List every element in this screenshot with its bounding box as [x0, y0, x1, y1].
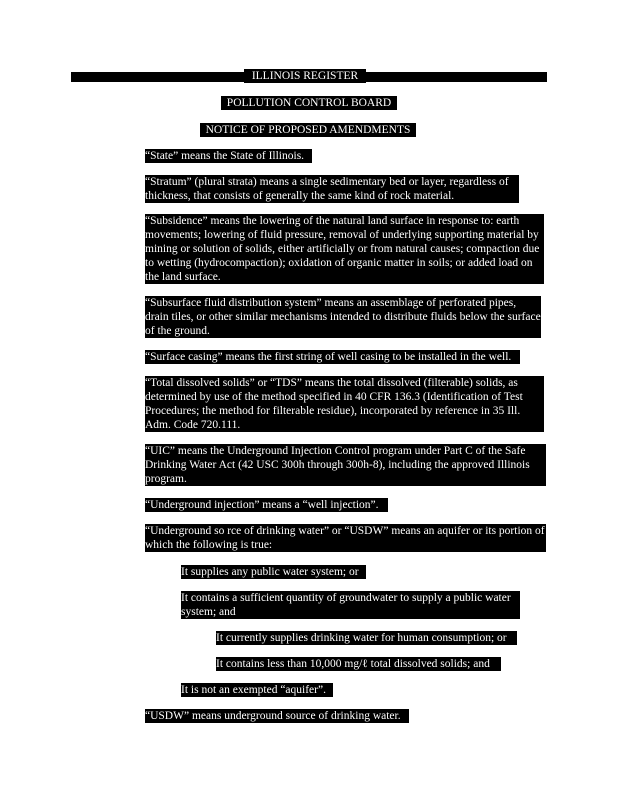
definition-surface-casing: “Surface casing” means the first string of well casing to be installed in the well. [145, 350, 520, 364]
register-title: ILLINOIS REGISTER [244, 69, 366, 83]
definition-state: “State” means the State of Illinois. [145, 149, 312, 163]
definition-stratum: “Stratum” (plural strata) means a single sedimentary bed or layer, regardless of thickness, that consists of generally the same kind of rock material. [145, 175, 519, 203]
usdw-criterion-c: It is not an exempted “aquifer”. [181, 683, 333, 697]
board-title: POLLUTION CONTROL BOARD [221, 96, 397, 110]
usdw-criterion-b-i: It currently supplies drinking water for human consumption; or [216, 631, 517, 645]
definition-uic: “UIC” means the Underground Injection Control program under Part C of the Safe Drinking Water Act (42 USC 300h through 300h-8), including the approved Illinois program. [145, 444, 546, 486]
usdw-criterion-b: It contains a sufficient quantity of groundwater to supply a public water system; and [181, 591, 520, 619]
definition-underground-injection: “Underground injection” means a “well injection”. [145, 498, 388, 512]
definition-total-dissolved-solids: “Total dissolved solids” or “TDS” means the total dissolved (filterable) solids, as determined by use of the method specified in 40 CFR 136.3 (Identification of Test Procedures; the method for filterable residue), incorporated by reference in 35 Ill. Adm. Code 720.111. [145, 376, 544, 432]
notice-title: NOTICE OF PROPOSED AMENDMENTS [200, 123, 416, 137]
definition-usdw: “Underground so rce of drinking water” or “USDW” means an aquifer or its portion of which the following is true: [145, 525, 545, 551]
usdw-criterion-b-ii: It contains less than 10,000 mg/ℓ total dissolved solids; and [216, 657, 501, 671]
definition-usdw-abbreviation: “USDW” means underground source of drinking water. [145, 709, 409, 723]
definition-subsidence: “Subsidence” means the lowering of the natural land surface in response to: earth movements; lowering of fluid pressure, removal of underlying supporting material by mining or solution of solids, either artificially or from natural causes; compaction due to wetting (hydrocompaction); oxidation of organic matter in soils; or added load on the land surface. [145, 214, 544, 284]
usdw-criterion-a: It supplies any public water system; or [181, 565, 366, 579]
definition-subsurface-fluid-distribution-system: “Subsurface fluid distribution system” means an assemblage of perforated pipes, drain tiles, or other similar mechanisms intended to distribute fluids below the surface of the ground. [145, 297, 541, 337]
